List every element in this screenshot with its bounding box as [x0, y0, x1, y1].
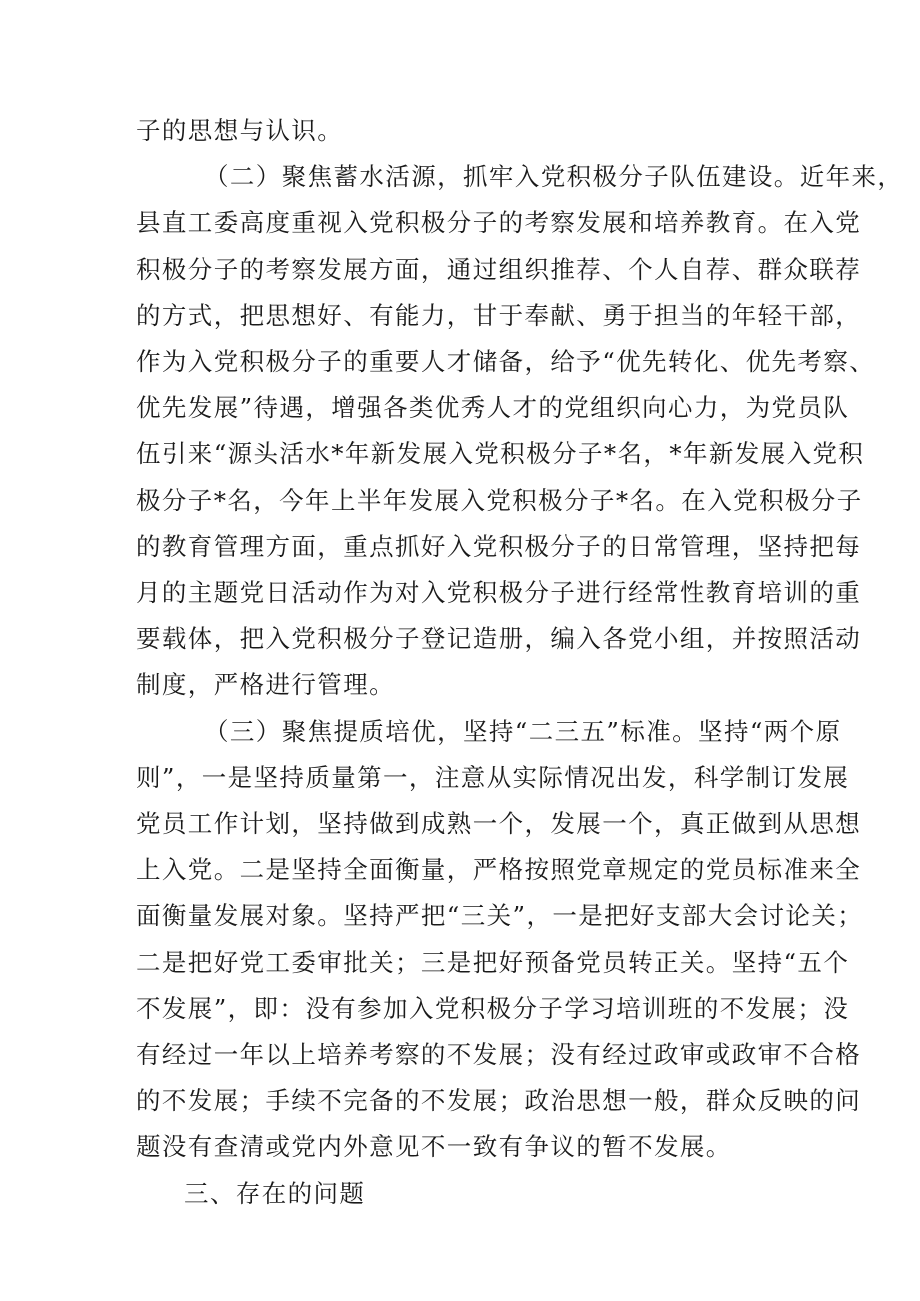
- text-line: 的教育管理方面，重点抓好入党积极分子的日常管理，坚持把每: [136, 531, 862, 561]
- text-line: 面衡量发展对象。坚持严把“三关”，一是把好支部大会讨论关；: [136, 901, 864, 931]
- text-line: 则”，一是坚持质量第一，注意从实际情况出发，科学制订发展: [136, 762, 850, 792]
- text-line: 题没有查清或党内外意见不一致有争议的暂不发展。: [136, 1132, 732, 1162]
- text-line: 月的主题党日活动作为对入党积极分子进行经常性教育培训的重: [136, 578, 862, 608]
- section-heading: 三、存在的问题: [184, 1178, 366, 1208]
- text-line: 子的思想与认识。: [136, 116, 344, 145]
- text-line: 伍引来“源头活水*年新发展入党积极分子*名，*年新发展入党积: [136, 439, 865, 469]
- text-line: 优先发展”待遇，增强各类优秀人才的党组织向心力，为党员队: [136, 393, 850, 423]
- text-line: 党员工作计划，坚持做到成熟一个，发展一个，真正做到从思想: [136, 809, 862, 839]
- text-line: 积极分子的考察发展方面，通过组织推荐、个人自荐、群众联荐: [136, 254, 862, 284]
- text-line: 要载体，把入党积极分子登记造册，编入各党小组，并按照活动: [136, 624, 862, 654]
- text-line: 的方式，把思想好、有能力，甘于奉献、勇于担当的年轻干部，: [136, 300, 862, 330]
- text-line: 有经过一年以上培养考察的不发展；没有经过政审或政审不合格: [136, 1040, 862, 1070]
- text-line: 二是把好党工委审批关；三是把好预备党员转正关。坚持“五个: [136, 947, 850, 977]
- text-line: 县直工委高度重视入党积极分子的考察发展和培养教育。在入党: [136, 208, 862, 238]
- text-line: 上入党。二是坚持全面衡量，严格按照党章规定的党员标准来全: [136, 855, 862, 885]
- text-line: 作为入党积极分子的重要人才储备，给予“优先转化、优先考察、: [136, 347, 876, 377]
- text-line: 不发展”，即：没有参加入党积极分子学习培训班的不发展；没: [136, 993, 850, 1023]
- body-text: [136, 108, 904, 1217]
- text-line: 极分子*名，今年上半年发展入党积极分子*名。在入党积极分子: [136, 485, 863, 515]
- paragraph-start-line: （三）聚焦提质培优，坚持“二三五”标准。坚持“两个原: [204, 716, 842, 746]
- paragraph-start-line: （二）聚焦蓄水活源，抓牢入党积极分子队伍建设。近年来，: [204, 162, 904, 192]
- text-line: 的不发展；手续不完备的不发展；政治思想一般，群众反映的问: [136, 1086, 862, 1116]
- text-line: 制度，严格进行管理。: [136, 670, 395, 700]
